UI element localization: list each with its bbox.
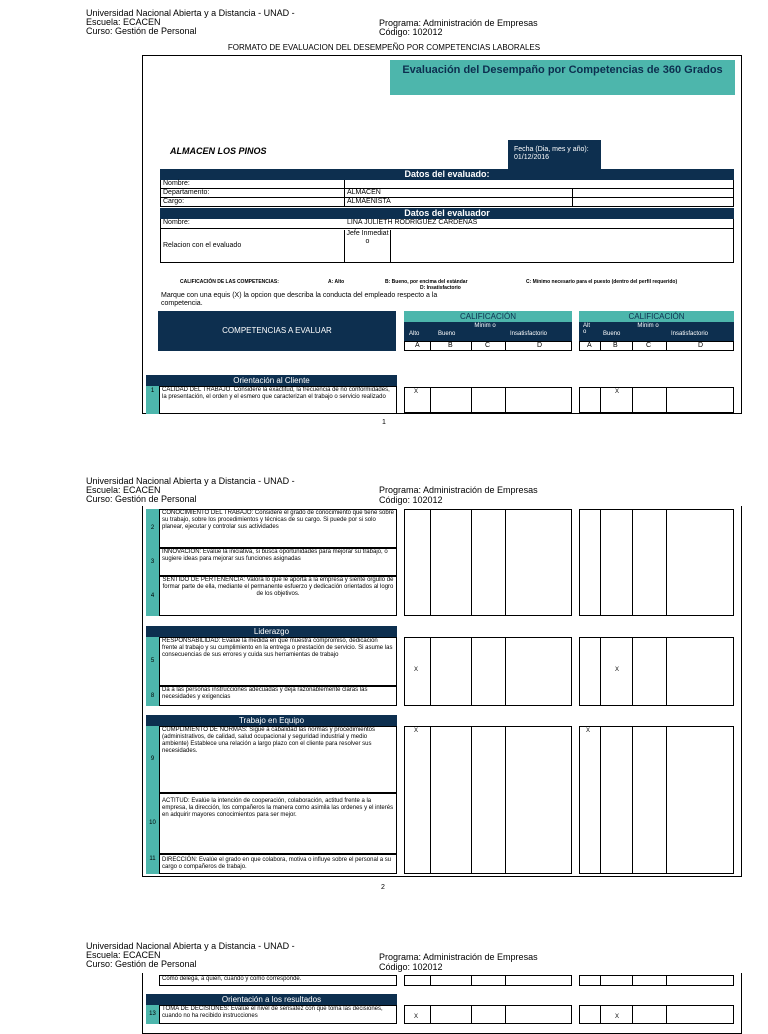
mark-x: X bbox=[615, 667, 620, 673]
col-labels-1 bbox=[404, 322, 572, 341]
mark-x: X bbox=[414, 728, 419, 734]
evaluado-cargo-label: Cargo: bbox=[163, 198, 185, 205]
format-title: FORMATO DE EVALUACION DEL DESEMPEÑO POR COMPETENCIAS LABORALES bbox=[227, 43, 541, 52]
item-number: 9 bbox=[146, 726, 159, 793]
evaluado-title: Datos del evaluado: bbox=[160, 169, 734, 180]
letters-row-1: A B C D bbox=[404, 341, 572, 351]
scale-d: D: Insatisfactorio bbox=[420, 285, 461, 291]
criterion-pertenencia: SENTIDO DE PERTENENCIA: Valora lo que le aporta a la empresa y siente orgullo de formar parte de ella, mediante el permanente esfuerzo y dedicación orientados al logro de los objetivos. bbox=[159, 576, 397, 616]
item-number: 11 bbox=[146, 854, 159, 874]
page-number: 2 bbox=[381, 884, 385, 891]
rating-grid-2a bbox=[404, 509, 572, 616]
col-minimo: Mínim o bbox=[474, 323, 496, 329]
evaluador-relacion-value: Jefe Inmediat o bbox=[344, 230, 391, 263]
evaluado-depto-row bbox=[160, 189, 734, 198]
col-labels-2 bbox=[579, 322, 734, 341]
col-bueno-2: Bueno bbox=[603, 331, 621, 337]
col-insat-2: Insatisfactorio bbox=[671, 331, 709, 337]
mark-x: X bbox=[414, 389, 419, 395]
section-orientacion-cliente: Orientación al Cliente bbox=[146, 375, 397, 386]
course-name: Curso: Gestión de Personal bbox=[86, 26, 197, 36]
evaluado-nombre-label: Nombre: bbox=[163, 180, 190, 187]
criterion-normas: CUMPLIMIENTO DE NORMAS: Sigue a cabalidad las normas y procedimientos (administrativos, de calidad, salud ocupacional y seguridad industrial y medio ambiente) Establece una relación a largo plazo con el cliente para resolver sus necesidades. bbox=[159, 726, 397, 793]
calificacion-header-2: CALIFICACIÓN bbox=[579, 311, 734, 322]
col-alto-2: Alt o bbox=[583, 323, 591, 335]
university-name: Universidad Nacional Abierta y a Distancia - UNAD - bbox=[86, 476, 295, 486]
section-liderazgo: Liderazgo bbox=[146, 626, 397, 637]
criterion-instrucciones: Da a las personas instrucciones adecuadas y deja razonablemente claras las necesidades y exigencias bbox=[159, 686, 397, 706]
evaluado-cargo-value: ALMAENISTA bbox=[347, 198, 391, 205]
scale-a: A: Alto bbox=[328, 279, 345, 285]
criterion-responsabilidad: RESPONSABILIDAD: Evalúe la medida en que muestra compromiso, dedicación frente al trabajo y su cumplimiento en la entrega o prestación de servicio. Si asume las consecuencias de sus errores y cuida sus herramientas de trabajo bbox=[159, 637, 397, 686]
scale-c: C: Mínimo necesario para el puesto (dentro del perfil requerido) bbox=[526, 279, 678, 285]
evaluador-relacion-row bbox=[160, 229, 734, 263]
evaluador-nombre-value: LINA JULIETH RODRIGUEZ CARDENAS bbox=[347, 219, 478, 226]
item-number: 3 bbox=[146, 548, 159, 576]
item-number: 13 bbox=[146, 1005, 159, 1024]
page1-header bbox=[0, 8, 768, 42]
mark-x: X bbox=[586, 728, 591, 734]
page2-header bbox=[0, 476, 768, 506]
item-number: 1 bbox=[146, 386, 159, 414]
course-name: Curso: Gestión de Personal bbox=[86, 959, 197, 969]
criterion-delegacion: Como delega, a quien, cuando y como corresponde. bbox=[159, 975, 397, 986]
criterion-direccion: DIRECCIÓN: Evalúe el grado en que colabora, motiva o influye sobre el personal a su cargo o compañeros de trabajo. bbox=[159, 854, 397, 874]
evaluado-nombre-row bbox=[160, 180, 734, 189]
col-insat: Insatisfactorio bbox=[510, 331, 548, 337]
evaluado-depto-value: ALMACEN bbox=[347, 189, 381, 196]
evaluado-depto-label: Departamento: bbox=[163, 189, 210, 196]
rating-grid-4b bbox=[579, 726, 734, 874]
rating-grid-5a bbox=[404, 975, 572, 986]
course-code: Código: 102012 bbox=[379, 27, 443, 37]
page-number: 1 bbox=[382, 419, 386, 426]
calificacion-header-1: CALIFICACIÓN bbox=[404, 311, 572, 322]
date-box: Fecha (Dia, mes y año): 01/12/2016 bbox=[508, 140, 601, 170]
evaluado-divider bbox=[344, 180, 345, 207]
school-name: Escuela: ECACEN bbox=[86, 17, 161, 27]
col-bueno: Bueno bbox=[438, 331, 456, 337]
school-name: Escuela: ECACEN bbox=[86, 485, 161, 495]
instruction-text: Marque con una equis (X) la opcion que describa la conducta del empleado respecto a la competencia. bbox=[161, 292, 438, 307]
evaluador-relacion-label: Relacion con el evaluado bbox=[163, 242, 242, 249]
criterion-actitud: ACTITUD: Evalúe la intención de cooperación, colaboración, actitud frente a la empresa, la dirección, los compañeros la manera como asimila las ordenes y el interés en adquirir mayores conocimientos para ser mejor. bbox=[159, 793, 397, 854]
item-number: 8 bbox=[146, 686, 159, 706]
evaluador-nombre-label: Nombre: bbox=[163, 219, 190, 226]
evaluador-title: Datos del evaluador bbox=[160, 208, 734, 219]
section-trabajo-equipo: Trabajo en Equipo bbox=[146, 715, 397, 726]
page3-header bbox=[0, 941, 768, 973]
col-alto: Alto bbox=[409, 331, 420, 337]
criterion-calidad: CALIDAD DEL TRABAJO. Considere la exactitud, la frecuencia de no conformidades, la presentación, el orden y el esmero que caracterizan el trabajo o servicio realizado bbox=[159, 386, 397, 414]
program-name: Programa: Administración de Empresas bbox=[379, 952, 538, 962]
university-name: Universidad Nacional Abierta y a Distancia - UNAD - bbox=[86, 8, 295, 18]
rating-grid-6a bbox=[404, 1005, 572, 1024]
scale-label: CALIFICACIÓN DE LAS COMPETENCIAS: bbox=[180, 279, 279, 285]
scale-b: B: Bueno, por encima del estándar bbox=[385, 279, 468, 285]
rating-grid-4a bbox=[404, 726, 572, 874]
rating-grid-1a bbox=[404, 387, 572, 413]
rating-grid-5b bbox=[579, 975, 734, 986]
item-number: 4 bbox=[146, 576, 159, 616]
program-name: Programa: Administración de Empresas bbox=[379, 485, 538, 495]
item-number: 5 bbox=[146, 637, 159, 686]
mark-x: X bbox=[615, 389, 620, 395]
rating-grid-6b bbox=[579, 1005, 734, 1024]
school-name: Escuela: ECACEN bbox=[86, 950, 161, 960]
competencias-header: COMPETENCIAS A EVALUAR bbox=[158, 311, 396, 351]
rating-grid-1b bbox=[579, 387, 734, 413]
course-code: Código: 102012 bbox=[379, 495, 443, 505]
mark-x: X bbox=[414, 667, 419, 673]
course-name: Curso: Gestión de Personal bbox=[86, 494, 197, 504]
evaluado-divider-2 bbox=[572, 189, 573, 207]
criterion-conocimiento: CONOCIMIENTO DEL TRABAJO: Considere el grado de conocimiento que tiene sobre su trabajo, sobre los procedimientos y técnicas de su cargo. Si puede por si solo planear, ejecutar y controlar sus actividades bbox=[159, 509, 397, 548]
evaluation-title: Evaluación del Desempaño por Competencias de 360 Grados bbox=[390, 60, 735, 95]
criterion-decisiones: TOMA DE DECISIONES: Evalúe el nivel de sensatez con que toma las decisiones, cuando no ha recibido instrucciones bbox=[159, 1005, 397, 1024]
rating-grid-3a bbox=[404, 637, 572, 706]
letters-row-2: A B C D bbox=[579, 341, 734, 351]
program-name: Programa: Administración de Empresas bbox=[379, 18, 538, 28]
course-code: Código: 102012 bbox=[379, 962, 443, 972]
item-number: 2 bbox=[146, 509, 159, 548]
university-name: Universidad Nacional Abierta y a Distancia - UNAD - bbox=[86, 941, 295, 951]
item-number: 10 bbox=[146, 793, 159, 854]
col-minimo-2: Mínim o bbox=[637, 323, 659, 329]
rating-grid-2b bbox=[579, 509, 734, 616]
evaluador-nombre-row bbox=[160, 219, 734, 229]
evaluado-cargo-row bbox=[160, 198, 734, 207]
mark-x: X bbox=[615, 1014, 620, 1020]
mark-x: X bbox=[414, 1014, 419, 1020]
rating-grid-3b bbox=[579, 637, 734, 706]
company-name: ALMACEN LOS PINOS bbox=[170, 146, 267, 156]
criterion-innovacion: INNOVACION: Evalúe la iniciativa, si busca oportunidades para mejorar su trabajo, o sugiere ideas para mejorar sus funciones asignadas bbox=[159, 548, 397, 576]
section-orientacion-resultados: Orientación a los resultados bbox=[146, 994, 397, 1005]
